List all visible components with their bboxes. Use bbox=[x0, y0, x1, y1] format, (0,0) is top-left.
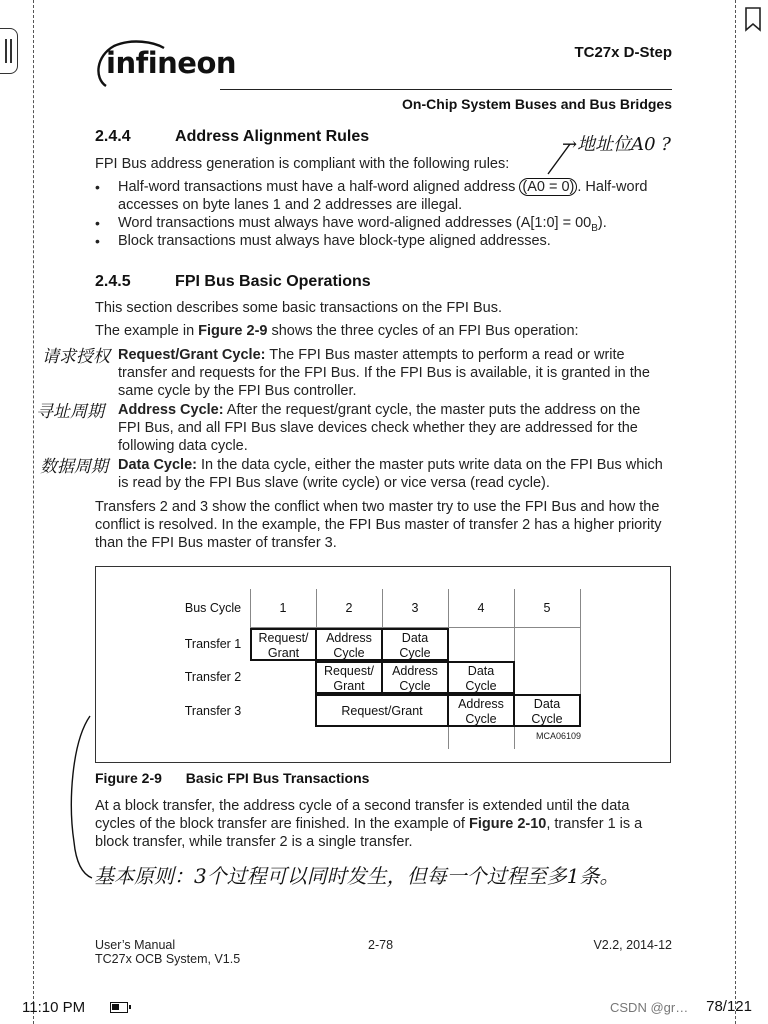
bullet-2-text-a: Word transactions must always have word-aligned addresses (A[1:0] = 00 bbox=[118, 215, 592, 231]
left-margin-guide bbox=[33, 0, 34, 1024]
t3-request-grant bbox=[315, 694, 449, 727]
cycle-number: 1 bbox=[279, 601, 287, 615]
caption-title: Basic FPI Bus Transactions bbox=[185, 770, 370, 786]
rules-intro: FPI Bus address generation is compliant with the following rules: bbox=[95, 156, 510, 172]
grid-line bbox=[382, 589, 383, 627]
figure-caption bbox=[95, 770, 369, 786]
heading-number: 2.4.4 bbox=[95, 128, 131, 145]
footer-manual: User’s Manual bbox=[95, 938, 176, 952]
bullet-1-text-a: Half-word transactions must have a half-word aligned address bbox=[118, 179, 520, 195]
cell-text: Address Cycle bbox=[326, 631, 372, 660]
footer-left bbox=[95, 938, 240, 966]
paragraph-line: cycles of the block transfer are finished. In the example of bbox=[95, 816, 469, 832]
heading-title: FPI Bus Basic Operations bbox=[175, 273, 371, 290]
footer-page-number: 2-78 bbox=[368, 938, 394, 952]
footer-version: V2.2, 2014-12 bbox=[593, 938, 672, 952]
bullet-marker: • bbox=[95, 215, 100, 231]
cell-text: Data Cycle bbox=[465, 664, 497, 693]
t3-address-cycle bbox=[447, 694, 515, 727]
paragraph-line: At a block transfer, the address cycle of a second transfer is extended until the data bbox=[95, 798, 630, 814]
cycle-number: 5 bbox=[543, 601, 551, 615]
ops-example-a: The example in bbox=[95, 323, 199, 339]
t2-data-cycle bbox=[447, 661, 515, 694]
t1-request-grant bbox=[250, 628, 317, 661]
item-text: FPI Bus, and all FPI Bus slave devices check whether they are addressed for the bbox=[118, 420, 638, 436]
status-time: 11:10 PM bbox=[22, 999, 86, 1016]
cycle-number: 3 bbox=[411, 601, 419, 615]
figure-code: MCA06109 bbox=[536, 731, 582, 741]
bullet-2-sub: B bbox=[591, 222, 598, 234]
heading-number: 2.4.5 bbox=[95, 273, 131, 290]
bullet-3-text: Block transactions must always have block-type aligned addresses. bbox=[118, 233, 551, 249]
bullet-1-circled: (A0 = 0) bbox=[519, 178, 577, 196]
infineon-logo bbox=[92, 38, 237, 90]
conflict-line: than the FPI Bus master of transfer 3. bbox=[95, 535, 337, 551]
cell-text: Request/ Grant bbox=[258, 631, 309, 660]
csdn-watermark: CSDN @gr… bbox=[610, 1000, 689, 1015]
doc-title: TC27x D-Step bbox=[574, 44, 672, 61]
page-counter[interactable]: 78/121 bbox=[706, 998, 752, 1015]
item-text: After the request/grant cycle, the master puts the address on the bbox=[223, 402, 641, 418]
bullet-1 bbox=[95, 178, 675, 214]
row-label-transfer-2: Transfer 2 bbox=[184, 670, 242, 684]
cell-text: Data Cycle bbox=[531, 697, 563, 726]
cell-text: Request/Grant bbox=[341, 704, 423, 718]
conflict-line: conflict is resolved. In the example, the FPI Bus master of transfer 2 has a higher priority bbox=[95, 517, 662, 533]
figure-2-10-ref[interactable]: Figure 2-10 bbox=[468, 816, 547, 832]
cell-text: Address Cycle bbox=[392, 664, 438, 693]
bullet-1-text-b: . Half-word bbox=[577, 179, 648, 195]
t2-address-cycle bbox=[381, 661, 449, 694]
handwritten-principle: 基本原则：3个过程可以同时发生，但每一个过程至多1条。 bbox=[94, 864, 620, 888]
logo-text: infineon bbox=[106, 46, 237, 80]
section-title: On-Chip System Buses and Bus Bridges bbox=[402, 96, 672, 112]
battery-icon bbox=[110, 1002, 128, 1013]
row-label-bus-cycle: Bus Cycle bbox=[184, 601, 242, 615]
paragraph-line: , transfer 1 is a bbox=[546, 816, 643, 832]
heading-2-4-5 bbox=[95, 273, 371, 291]
annotation-a0: →地址位A0 ? bbox=[562, 134, 671, 155]
cell-text: Data Cycle bbox=[399, 631, 431, 660]
cycle-number: 2 bbox=[345, 601, 353, 615]
item-text: same cycle by the FPI Bus controller. bbox=[118, 383, 357, 399]
row-label-transfer-1: Transfer 1 bbox=[184, 637, 242, 651]
item-text: is read by the FPI Bus slave (write cycle) or vice versa (read cycle). bbox=[118, 475, 550, 491]
cell-text: Address Cycle bbox=[458, 697, 504, 726]
footer-system: TC27x OCB System, V1.5 bbox=[95, 952, 241, 966]
caption-number: Figure 2-9 bbox=[95, 770, 162, 786]
row-label-transfer-3: Transfer 3 bbox=[184, 704, 242, 718]
figure-2-9 bbox=[95, 566, 671, 763]
item-data bbox=[118, 456, 674, 492]
t1-address-cycle bbox=[315, 628, 383, 661]
bullet-marker: • bbox=[95, 233, 100, 249]
item-text: following data cycle. bbox=[118, 438, 248, 454]
grid-line bbox=[580, 589, 581, 695]
item-address bbox=[118, 401, 674, 455]
bullet-1-text-c: accesses on byte lanes 1 and 2 addresses are illegal. bbox=[118, 197, 463, 213]
heading-title: Address Alignment Rules bbox=[175, 128, 370, 145]
cell-text: Request/ Grant bbox=[323, 664, 375, 693]
item-label: Data Cycle: bbox=[118, 457, 197, 473]
item-text: In the data cycle, either the master puts write data on the FPI Bus which bbox=[196, 457, 663, 473]
item-text: The FPI Bus master attempts to perform a read or write bbox=[265, 347, 625, 363]
conflict-paragraph bbox=[95, 498, 675, 552]
item-request-grant bbox=[118, 346, 674, 400]
handnote-request: 请求授权 bbox=[42, 347, 110, 367]
sidebar-toggle-icon[interactable] bbox=[0, 28, 18, 74]
handnote-data: 数据周期 bbox=[40, 457, 108, 477]
handwritten-bracket bbox=[62, 712, 102, 882]
t2-request-grant bbox=[315, 661, 383, 694]
annotation-arrow bbox=[540, 140, 580, 180]
grid-line bbox=[316, 589, 317, 627]
t1-data-cycle bbox=[381, 628, 449, 661]
paragraph-line: block transfer, while transfer 2 is a single transfer. bbox=[95, 834, 413, 850]
cycle-number: 4 bbox=[477, 601, 485, 615]
bullet-3 bbox=[95, 232, 675, 250]
item-label: Address Cycle: bbox=[118, 402, 224, 418]
bullet-2-text-b: ). bbox=[597, 215, 607, 231]
t3-data-cycle bbox=[513, 694, 581, 727]
bullet-marker: • bbox=[95, 179, 100, 195]
ops-intro: This section describes some basic transactions on the FPI Bus. bbox=[95, 300, 502, 316]
heading-2-4-4 bbox=[95, 128, 369, 146]
right-margin-guide bbox=[735, 0, 736, 1024]
figure-2-9-ref[interactable]: Figure 2-9 bbox=[198, 323, 268, 339]
grid-line bbox=[250, 589, 251, 627]
ops-example-b: shows the three cycles of an FPI Bus operation: bbox=[267, 323, 579, 339]
conflict-line: Transfers 2 and 3 show the conflict when two master try to use the FPI Bus and how the bbox=[95, 499, 660, 515]
bookmark-icon[interactable] bbox=[744, 6, 762, 32]
item-label: Request/Grant Cycle: bbox=[118, 347, 266, 363]
item-text: transfer and requests for the FPI Bus. If the FPI Bus is available, it is granted in the bbox=[118, 365, 650, 381]
header-rule bbox=[220, 89, 672, 90]
ops-example bbox=[95, 322, 579, 340]
handnote-address: 寻址周期 bbox=[36, 402, 104, 422]
block-transfer-paragraph bbox=[95, 797, 675, 851]
